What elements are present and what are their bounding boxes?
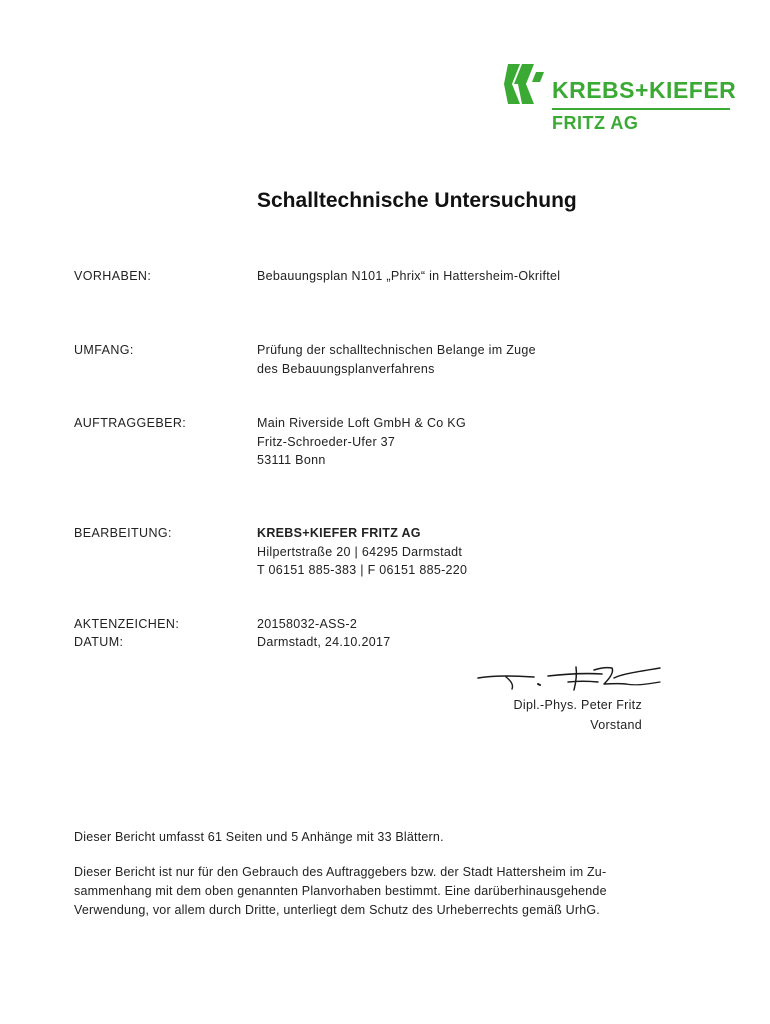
bearbeitung-label: BEARBEITUNG:: [74, 526, 172, 540]
handwritten-signature: [476, 664, 664, 694]
datum-value: Darmstadt, 24.10.2017: [257, 635, 391, 649]
auftraggeber-value: [257, 414, 466, 470]
usage-note: [74, 863, 674, 920]
datum-label: DATUM:: [74, 635, 124, 649]
logo-brand-sub: FRITZ AG: [552, 113, 639, 133]
logo-brand-name: KREBS+KIEFER: [552, 77, 737, 103]
auftraggeber-line: Main Riverside Loft GmbH & Co KG: [257, 416, 466, 430]
logo-divider: [552, 108, 730, 110]
umfang-value: [257, 341, 536, 378]
auftraggeber-label: AUFTRAGGEBER:: [74, 416, 187, 430]
chevron-logo-icon: [500, 64, 548, 104]
bearbeitung-phone: T 06151 885-383 | F 06151 885-220: [257, 563, 468, 577]
vorhaben-label: VORHABEN:: [74, 269, 152, 283]
usage-note-line: sammenhang mit dem oben genannten Planvorhaben bestimmt. Eine darüberhinausgehende: [74, 884, 607, 898]
page-title: Schalltechnische Untersuchung: [257, 189, 577, 212]
vorhaben-line: Bebauungsplan N101 „Phrix“ in Hattersheim-Okriftel: [257, 269, 561, 283]
signer-name: Dipl.-Phys. Peter Fritz: [513, 698, 642, 712]
company-logo: [500, 64, 740, 134]
aktenzeichen-label: AKTENZEICHEN:: [74, 617, 180, 631]
umfang-line: Prüfung der schalltechnischen Belange im Zuge: [257, 343, 536, 357]
aktenzeichen-value: 20158032-ASS-2: [257, 617, 358, 631]
usage-note-line: Verwendung, vor allem durch Dritte, unterliegt dem Schutz des Urheberrechts gemäß UrhG.: [74, 903, 600, 917]
umfang-label: UMFANG:: [74, 343, 134, 357]
bearbeitung-company: KREBS+KIEFER FRITZ AG: [257, 526, 421, 540]
vorhaben-value: [257, 267, 560, 286]
auftraggeber-line: Fritz-Schroeder-Ufer 37: [257, 434, 396, 449]
umfang-line: des Bebauungsplanverfahrens: [257, 361, 435, 376]
bearbeitung-address: Hilpertstraße 20 | 64295 Darmstadt: [257, 544, 463, 559]
signer-role: Vorstand: [590, 718, 642, 732]
auftraggeber-line: 53111 Bonn: [257, 453, 326, 467]
scope-note: Dieser Bericht umfasst 61 Seiten und 5 Anhänge mit 33 Blättern.: [74, 830, 444, 844]
bearbeitung-value: [257, 524, 467, 580]
usage-note-line: Dieser Bericht ist nur für den Gebrauch des Auftraggebers bzw. der Stadt Hattersheim im Zu-: [74, 865, 607, 879]
signer-block: [514, 695, 642, 735]
